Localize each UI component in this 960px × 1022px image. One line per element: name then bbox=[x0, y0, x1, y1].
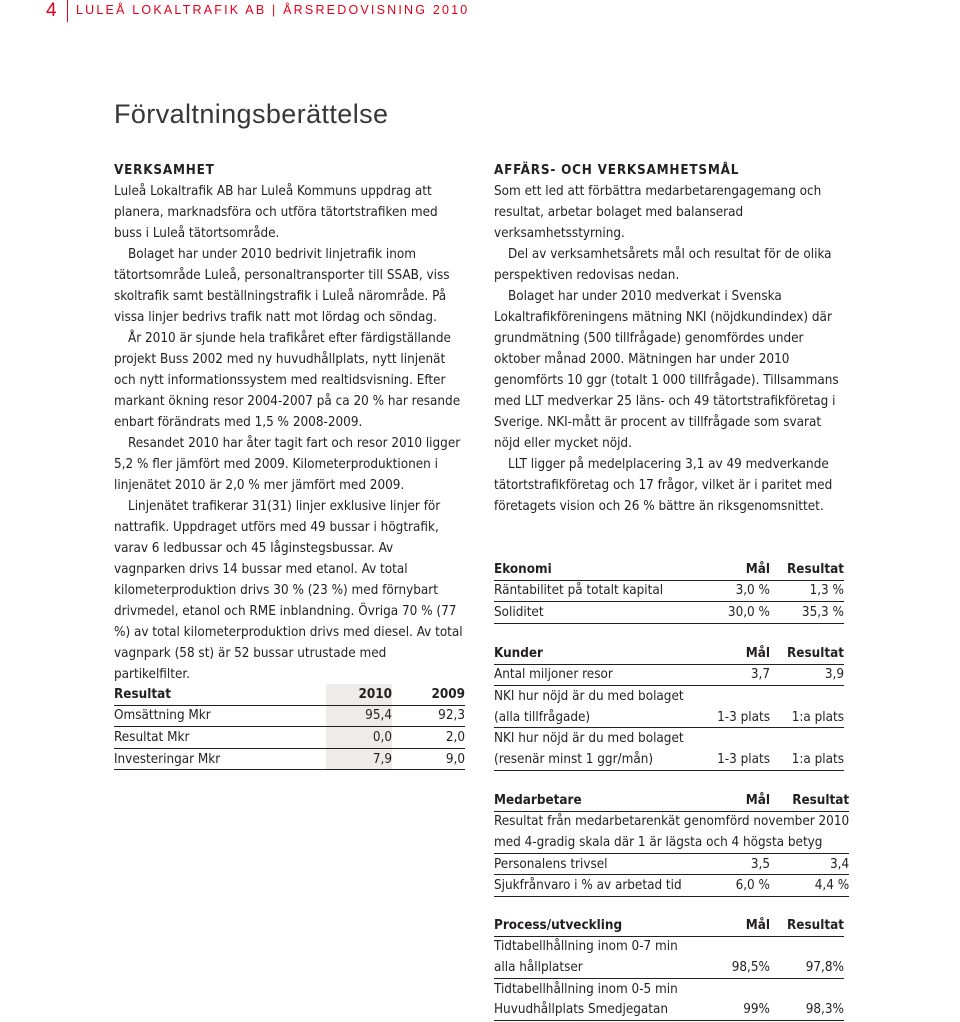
table-row bbox=[494, 832, 849, 853]
table-cell: 35,3 % bbox=[770, 602, 844, 624]
page-title: Förvaltningsberättelse bbox=[114, 99, 389, 129]
medarbetare-table bbox=[494, 790, 849, 897]
table-cell bbox=[694, 978, 770, 999]
table-row bbox=[494, 686, 844, 707]
table-row bbox=[494, 749, 844, 770]
table-cell: NKI hur nöjd är du med bolaget bbox=[494, 688, 684, 704]
table-row bbox=[494, 875, 849, 897]
table-cell: 98,5% bbox=[694, 957, 770, 978]
table-cell: 1-3 plats bbox=[694, 749, 770, 770]
column-header: 2009 bbox=[392, 684, 465, 705]
paragraph: Bolaget har under 2010 bedrivit linjetrafik inom tätortsområde Luleå, personaltransporter till SSAB, viss skoltrafik samt beställningstrafik i Luleå närområde. På vissa linjer bedrivs trafik natt mot lördag och söndag. bbox=[114, 247, 450, 325]
column-header: Resultat bbox=[114, 684, 326, 705]
table-cell: 7,9 bbox=[326, 748, 392, 770]
table-cell: med 4-gradig skala där 1 är lägsta och 4 högsta betyg bbox=[494, 832, 849, 853]
table-cell: Soliditet bbox=[494, 602, 694, 624]
table-cell: Resultat från medarbetarenkät genomförd november 2010 bbox=[494, 814, 850, 830]
results-table bbox=[114, 684, 465, 770]
table-cell: 97,8% bbox=[770, 957, 844, 978]
table-cell: 1-3 plats bbox=[694, 707, 770, 728]
table-cell: 3,7 bbox=[694, 664, 770, 686]
paragraph: Som ett led att förbättra medarbetarengagemang och resultat, arbetar bolaget med balanserad verksamhetsstyrning. bbox=[494, 184, 822, 241]
table-cell: Räntabilitet på totalt kapital bbox=[494, 580, 694, 602]
table-cell: 2,0 bbox=[392, 727, 465, 749]
table-cell bbox=[770, 978, 844, 999]
table-header-row bbox=[494, 559, 844, 580]
paragraph: Linjenätet trafikerar 31(31) linjer exklusive linjer för nattrafik. Uppdraget utförs med 49 bussar i högtrafik, varav 6 ledbussar och 45 låginstegsbussar. Av vagnparken drivs 14 bussar med etanol. Av total kilometerproduktion drivs 30 % (23 %) med förnybart drivmedel, etanol och RME inblandning. Övriga 70 % (77 %) av total kilometerproduktion drivs med diesel. Av total vagnpark (58 st) är 52 bussar utrustade med partikelfilter. bbox=[114, 499, 463, 682]
table-row bbox=[494, 664, 844, 686]
paragraph: År 2010 är sjunde hela trafikåret efter färdigställande projekt Buss 2002 med ny huvudhållplats, nytt linjenät och nytt informationssystem med realtidsvisning. Efter markant ökning resor 2004-2007 på ca 20 % har resande enbart förändrats med 1,5 % 2008-2009. bbox=[114, 331, 461, 430]
process-table bbox=[494, 915, 844, 1021]
table-header-row bbox=[494, 915, 844, 936]
table-header-row bbox=[494, 790, 849, 811]
table-row bbox=[114, 727, 465, 749]
table-cell: Resultat Mkr bbox=[114, 727, 326, 749]
column-header: Ekonomi bbox=[494, 559, 694, 580]
column-header: Resultat bbox=[770, 559, 844, 580]
table-row bbox=[494, 707, 844, 728]
table-cell: (alla tillfrågade) bbox=[494, 707, 694, 728]
table-cell: 3,9 bbox=[770, 664, 844, 686]
table-cell: 4,4 % bbox=[770, 875, 849, 897]
column-header: Resultat bbox=[770, 643, 844, 664]
table-cell: 9,0 bbox=[392, 748, 465, 770]
table-row bbox=[494, 957, 844, 978]
right-column bbox=[494, 160, 849, 517]
left-column bbox=[114, 160, 464, 685]
table-cell: Tidtabellhållning inom 0-5 min bbox=[494, 981, 678, 997]
table-cell: 3,4 bbox=[770, 853, 849, 875]
table-row bbox=[494, 580, 844, 602]
section-heading-mal: AFFÄRS- OCH VERKSAMHETSMÅL bbox=[494, 163, 740, 178]
table-cell: 3,0 % bbox=[694, 580, 770, 602]
kunder-table bbox=[494, 643, 844, 771]
table-row bbox=[494, 978, 844, 999]
column-header: 2010 bbox=[326, 684, 392, 705]
column-header: Process/utveckling bbox=[494, 915, 694, 936]
column-header: Mål bbox=[694, 790, 770, 811]
table-cell: (resenär minst 1 ggr/mån) bbox=[494, 749, 694, 770]
table-cell: 3,5 bbox=[694, 853, 770, 875]
table-cell: Huvudhållplats Smedjegatan bbox=[494, 999, 694, 1020]
table-row bbox=[494, 999, 844, 1020]
paragraph: Luleå Lokaltrafik AB har Luleå Kommuns uppdrag att planera, marknadsföra och utföra tätortstrafiken med buss i Luleå tätortsområde. bbox=[114, 184, 438, 241]
column-header: Mål bbox=[694, 559, 770, 580]
table-cell bbox=[770, 936, 844, 957]
table-cell: Omsättning Mkr bbox=[114, 705, 326, 727]
table-cell: 1,3 % bbox=[770, 580, 844, 602]
table-header-row bbox=[494, 643, 844, 664]
paragraph: Del av verksamhetsårets mål och resultat för de olika perspektiven redovisas nedan. bbox=[494, 247, 832, 283]
column-header: Medarbetare bbox=[494, 790, 694, 811]
table-cell bbox=[694, 728, 770, 749]
table-row bbox=[494, 853, 849, 875]
table-cell: Antal miljoner resor bbox=[494, 664, 694, 686]
table-row bbox=[114, 705, 465, 727]
table-row bbox=[494, 936, 844, 957]
table-cell: 6,0 % bbox=[694, 875, 770, 897]
table-cell: NKI hur nöjd är du med bolaget bbox=[494, 731, 684, 747]
table-header-row bbox=[114, 684, 465, 705]
column-header: Mål bbox=[694, 643, 770, 664]
table-cell bbox=[770, 686, 844, 707]
table-cell: 1:a plats bbox=[770, 749, 844, 770]
table-cell: Sjukfrånvaro i % av arbetad tid bbox=[494, 875, 694, 897]
table-cell: 92,3 bbox=[392, 705, 465, 727]
column-header: Resultat bbox=[770, 790, 849, 811]
running-title: LULEÅ LOKALTRAFIK AB | ÅRSREDOVISNING 2010 bbox=[76, 3, 470, 17]
table-cell: Tidtabellhållning inom 0-7 min bbox=[494, 939, 678, 955]
section-heading-verksamhet: VERKSAMHET bbox=[114, 163, 215, 178]
table-cell: 0,0 bbox=[326, 727, 392, 749]
table-cell: 30,0 % bbox=[694, 602, 770, 624]
table-row bbox=[114, 748, 465, 770]
ekonomi-table bbox=[494, 559, 844, 624]
column-header: Mål bbox=[694, 915, 770, 936]
table-cell: Personalens trivsel bbox=[494, 853, 694, 875]
table-cell: 98,3% bbox=[770, 999, 844, 1020]
paragraph: LLT ligger på medelplacering 3,1 av 49 medverkande tätortstrafikföretag och 17 frågor, vilket är i paritet med företagets vision och 26 % bättre än riksgenomsnittet. bbox=[494, 457, 833, 514]
running-header bbox=[0, 0, 960, 24]
table-cell: 99% bbox=[694, 999, 770, 1020]
table-row bbox=[494, 728, 844, 749]
column-header: Resultat bbox=[770, 915, 844, 936]
header-divider bbox=[67, 0, 68, 22]
column-header: Kunder bbox=[494, 643, 694, 664]
table-row bbox=[494, 811, 849, 832]
table-cell bbox=[770, 728, 844, 749]
paragraph: Resandet 2010 har åter tagit fart och resor 2010 ligger 5,2 % fler jämfört med 2009. Kilometerproduktionen i linjenätet 2010 är 2,0 % mer jämfört med 2009. bbox=[114, 436, 461, 493]
table-cell: alla hållplatser bbox=[494, 957, 694, 978]
table-cell: 95,4 bbox=[326, 705, 392, 727]
table-cell: Investeringar Mkr bbox=[114, 748, 326, 770]
page-number: 4 bbox=[46, 0, 57, 21]
paragraph: Bolaget har under 2010 medverkat i Svenska Lokaltrafikföreningens mätning NKI (nöjdkundindex) där grundmätning (500 tillfrågade) genomfördes under oktober månad 2000. Mätningen har under 2010 genomförts 10 ggr (totalt 1 000 tillfrågade). Tillsammans med LLT medverkar 25 läns- och 49 tätortstrafikföretag i Sverige. NKI-mått är procent av tillfrågade som svarat nöjd eller mycket nöjd. bbox=[494, 289, 839, 451]
table-row bbox=[494, 602, 844, 624]
table-cell: 1:a plats bbox=[770, 707, 844, 728]
table-cell bbox=[694, 686, 770, 707]
table-cell bbox=[694, 936, 770, 957]
